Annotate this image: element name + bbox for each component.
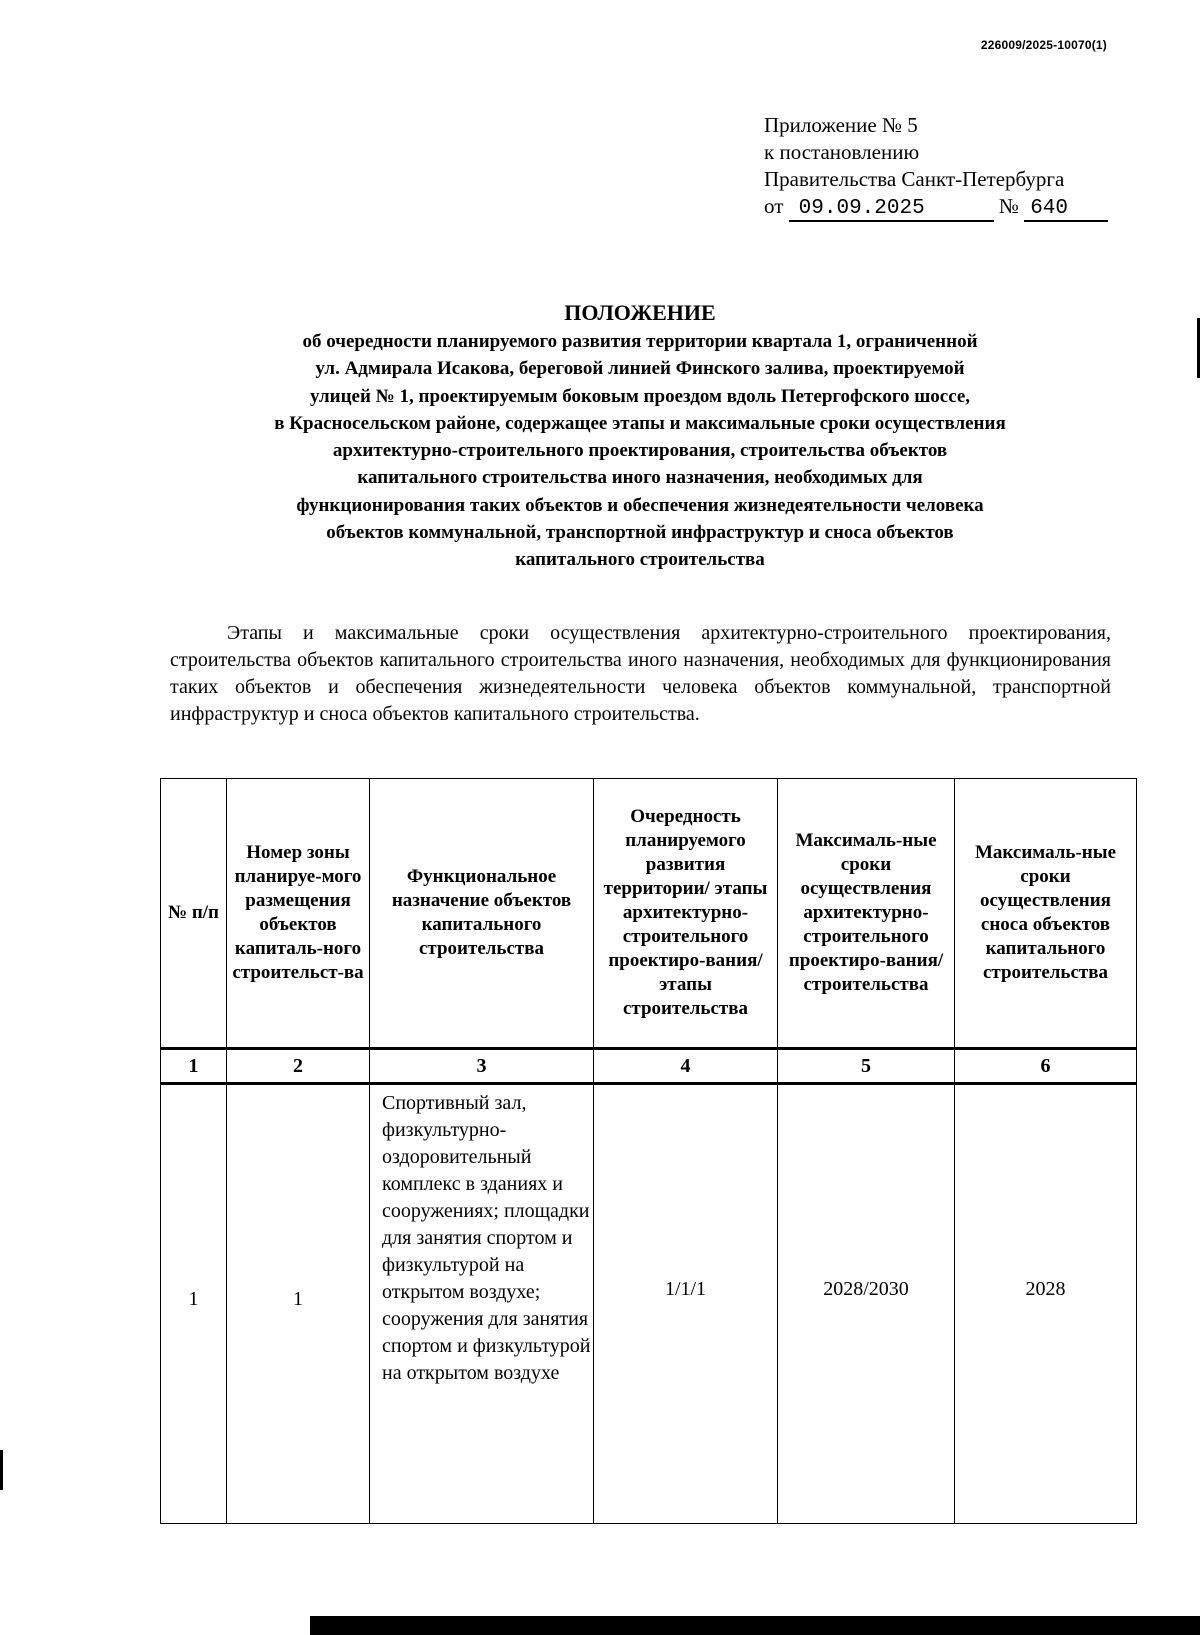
column-number: 5: [778, 1049, 955, 1084]
column-number-row: [161, 1049, 1137, 1084]
decree-number: 640: [1024, 198, 1108, 222]
title-line: ул. Адмирала Исакова, береговой линией Финского залива, проектируемой: [315, 358, 965, 380]
row-function: Спортивный зал, физкультурно-оздоровительный комплекс в зданиях и сооружениях; площадки для занятия спортом и физкультурой на открытом воздухе; сооружения для занятия спортом и физкультурой на открытом воздухе: [370, 1084, 594, 1524]
scan-edge-mark: [0, 1450, 3, 1490]
column-number: 3: [370, 1049, 594, 1084]
header-order: Очередность планируемого развития территории/ этапы архитектурно-строительного проектиро-вания/этапы строительства: [594, 779, 778, 1049]
stages-table: [160, 778, 1137, 1524]
title-line: капитального строительства: [515, 549, 765, 571]
annex-line-3: Правительства Санкт-Петербурга: [764, 167, 1065, 191]
title-line: об очередности планируемого развития территории квартала 1, ограниченной: [302, 331, 978, 352]
number-prefix: №: [998, 194, 1019, 218]
column-number: 1: [161, 1049, 227, 1084]
header-design-deadline: Максималь-ные сроки осуществления архитектурно-строительного проектиро-вания/ строительства: [778, 779, 955, 1049]
header-function: Функциональное назначение объектов капитального строительства: [370, 779, 594, 1049]
table-row: [161, 1084, 1137, 1524]
scan-edge-bar: [310, 1616, 1200, 1635]
title-line: архитектурно-строительного проектирования, строительства объектов: [332, 440, 948, 462]
row-demolition-deadline: 2028: [955, 1084, 1137, 1524]
title-block: [160, 298, 1120, 574]
header-number: № п/п: [161, 779, 227, 1049]
row-number: 1: [161, 1084, 227, 1524]
header-zone: Номер зоны планируе-мого размещения объектов капиталь-ного строительст-ва: [227, 779, 370, 1049]
row-order: 1/1/1: [594, 1084, 778, 1524]
document-id: 226009/2025-10070(1): [980, 38, 1107, 52]
title-line: функционирования таких объектов и обеспечения жизнедеятельности человека: [296, 494, 984, 516]
annex-line-1: Приложение № 5: [764, 113, 918, 137]
decree-date: 09.09.2025: [789, 198, 994, 222]
title-line: в Красносельском районе, содержащее этапы и максимальные сроки осуществления: [274, 412, 1006, 434]
title-line: объектов коммунальной, транспортной инфраструктур и сноса объектов: [326, 522, 954, 544]
row-zone: 1: [227, 1084, 370, 1524]
header-demolition-deadline: Максималь-ные сроки осуществления сноса объектов капитального строительства: [955, 779, 1137, 1049]
annex-block: [764, 112, 1108, 222]
table-header-row: [161, 779, 1137, 1049]
title-line: капитального строительства иного назначения, необходимых для: [357, 467, 923, 489]
column-number: 2: [227, 1049, 370, 1084]
annex-date-line: [764, 193, 1108, 222]
annex-line-2: к постановлению: [764, 140, 920, 164]
row-design-deadline: 2028/2030: [778, 1084, 955, 1524]
title-line: улицей № 1, проектируемым боковым проездом вдоль Петергофского шоссе,: [309, 385, 971, 407]
column-number: 4: [594, 1049, 778, 1084]
intro-paragraph: Этапы и максимальные сроки осуществления архитектурно-строительного проектирования, строительства объектов капитального строительства иного назначения, необходимых для функционирования таких объектов и обеспечения жизнедеятельности человека объектов коммунальной, транспортной инфраструктур и сноса объектов капитального строительства.: [170, 622, 1111, 725]
document-heading: ПОЛОЖЕНИЕ: [564, 300, 716, 325]
date-prefix: от: [764, 194, 784, 218]
column-number: 6: [955, 1049, 1137, 1084]
